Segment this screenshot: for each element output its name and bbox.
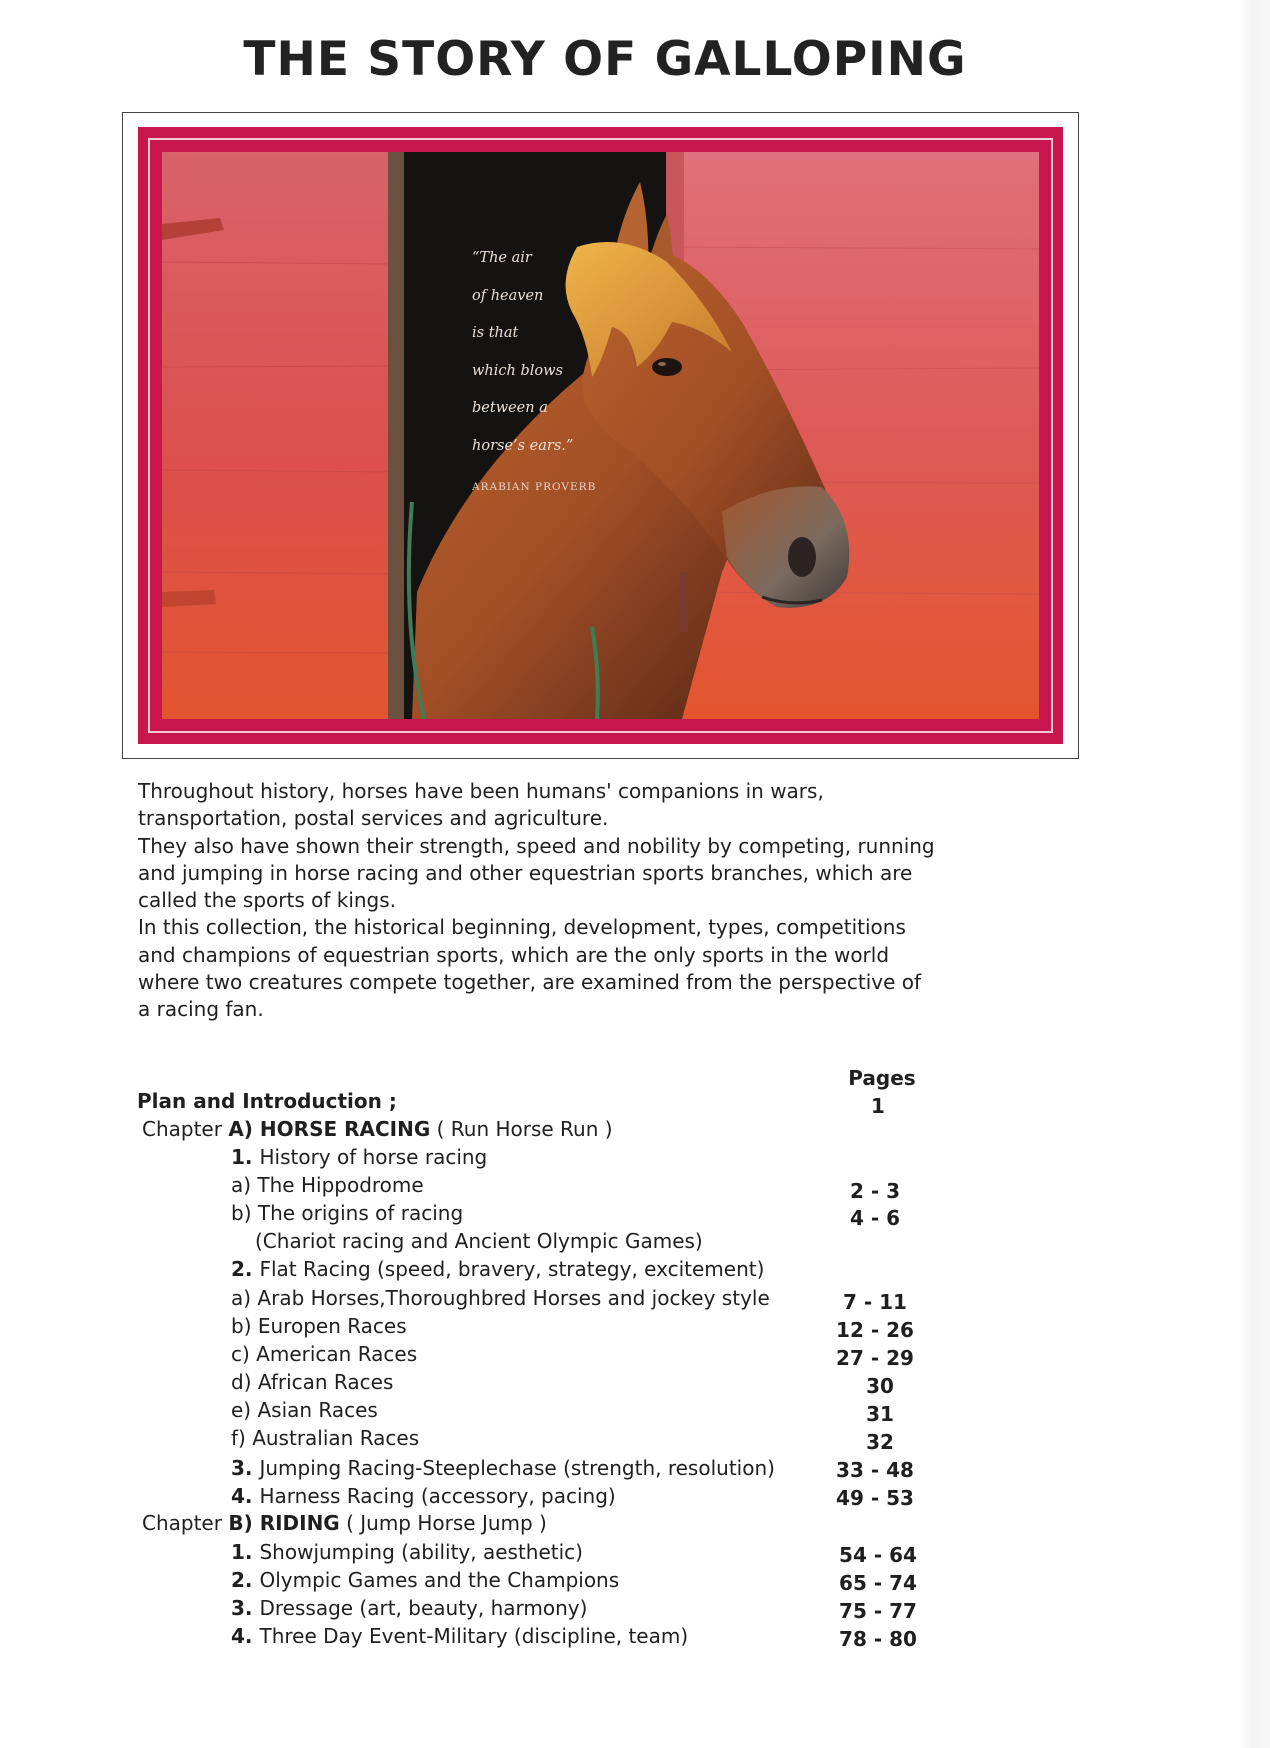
toc-entry xyxy=(231,1145,487,1169)
quote-source: ARABIAN PROVERB xyxy=(472,481,597,493)
toc-page-number: 75 - 77 xyxy=(839,1599,917,1623)
toc-entry: e) Asian Races xyxy=(231,1398,378,1422)
toc-entry xyxy=(231,1624,688,1648)
intro-paragraph: In this collection, the historical beginning, development, types, competitions and champions of equestrian sports, which are the only sports in the world where two creatures compete together, are examined from the perspective of a racing fan. xyxy=(138,915,922,1022)
entry-number: 4. xyxy=(231,1624,260,1648)
toc-page-number: 4 - 6 xyxy=(849,1206,901,1230)
toc-page-number: 54 - 64 xyxy=(839,1543,917,1567)
toc-page-number: 30 xyxy=(866,1374,894,1398)
toc-entry: f) Australian Races xyxy=(231,1426,420,1450)
chapter-subtitle: ( Jump Horse Jump ) xyxy=(339,1511,547,1535)
chapter-title: HORSE RACING xyxy=(259,1117,431,1141)
toc-entry xyxy=(231,1257,764,1281)
intro-paragraph: Throughout history, horses have been humans' companions in wars, transportation, postal services and agriculture. xyxy=(138,779,824,831)
toc-entry xyxy=(231,1540,583,1564)
toc-entry xyxy=(231,1568,619,1592)
toc-page-number: 78 - 80 xyxy=(839,1627,917,1651)
toc-entry: b) The origins of racing xyxy=(231,1201,464,1225)
entry-label: Flat Racing (speed, bravery, strategy, excitement) xyxy=(259,1257,765,1281)
quote-line: between a xyxy=(472,400,548,416)
toc-entry: a) The Hippodrome xyxy=(231,1173,424,1197)
toc-page-number: 12 - 26 xyxy=(836,1318,914,1342)
quote-line: “The air xyxy=(472,250,532,266)
entry-label: Olympic Games and the Champions xyxy=(259,1568,620,1592)
toc-page-number: 65 - 74 xyxy=(839,1571,917,1595)
chapter-letter: B) xyxy=(228,1511,260,1535)
toc-page-number: 31 xyxy=(866,1402,894,1426)
toc-entry xyxy=(231,1596,587,1620)
entry-label: Dressage (art, beauty, harmony) xyxy=(259,1596,588,1620)
toc-entry xyxy=(231,1456,775,1480)
entry-number: 2. xyxy=(231,1568,260,1592)
toc-entry: a) Arab Horses,Thoroughbred Horses and jockey style xyxy=(231,1286,770,1310)
intro-paragraph: They also have shown their strength, speed and nobility by competing, running and jumping in horse racing and other equestrian sports branches, which are called the sports of kings. xyxy=(138,833,935,913)
chapter-title: RIDING xyxy=(259,1511,340,1535)
toc-entry: c) American Races xyxy=(231,1342,418,1366)
toc-page-number: 7 - 11 xyxy=(843,1290,907,1314)
entry-label: Harness Racing (accessory, pacing) xyxy=(259,1484,616,1508)
entry-label: Showjumping (ability, aesthetic) xyxy=(259,1540,583,1564)
toc-entry: b) Europen Races xyxy=(231,1314,407,1338)
entry-number: 3. xyxy=(231,1596,260,1620)
toc-page-number: 1 xyxy=(871,1094,885,1118)
chapter-subtitle: ( Run Horse Run ) xyxy=(430,1117,613,1141)
quote-line: is that xyxy=(472,325,519,341)
entry-number: 1. xyxy=(231,1540,260,1564)
quote-line: of heaven xyxy=(472,287,544,304)
toc-page-number: 2 - 3 xyxy=(849,1179,901,1203)
entry-label: Three Day Event-Military (discipline, team) xyxy=(259,1624,689,1648)
quote-line: which blows xyxy=(472,362,563,379)
toc-page-number: 49 - 53 xyxy=(836,1486,914,1510)
entry-number: 2. xyxy=(231,1257,260,1281)
chapter-prefix: Chapter xyxy=(142,1117,229,1141)
entry-label: History of horse racing xyxy=(259,1145,488,1169)
toc-chapter-b xyxy=(142,1511,547,1535)
toc-page-number: 27 - 29 xyxy=(836,1346,914,1370)
entry-number: 1. xyxy=(231,1145,260,1169)
chapter-letter: A) xyxy=(228,1117,260,1141)
entry-number: 3. xyxy=(231,1456,260,1480)
toc-entry: d) African Races xyxy=(231,1370,394,1394)
pages-header: Pages xyxy=(848,1066,916,1090)
toc-page-number: 33 - 48 xyxy=(836,1458,914,1482)
toc-plan-label: Plan and Introduction ; xyxy=(137,1089,397,1113)
toc-chapter-a xyxy=(142,1117,613,1141)
chapter-prefix: Chapter xyxy=(142,1511,229,1535)
page-title: THE STORY OF GALLOPING xyxy=(243,32,967,87)
toc-page-number: 32 xyxy=(866,1430,894,1454)
entry-number: 4. xyxy=(231,1484,260,1508)
entry-label: Jumping Racing-Steeplechase (strength, resolution) xyxy=(259,1456,775,1480)
quote-line: horse’s ears.” xyxy=(472,437,574,454)
toc-entry-note: (Chariot racing and Ancient Olympic Games) xyxy=(255,1229,703,1253)
toc-entry xyxy=(231,1484,616,1508)
